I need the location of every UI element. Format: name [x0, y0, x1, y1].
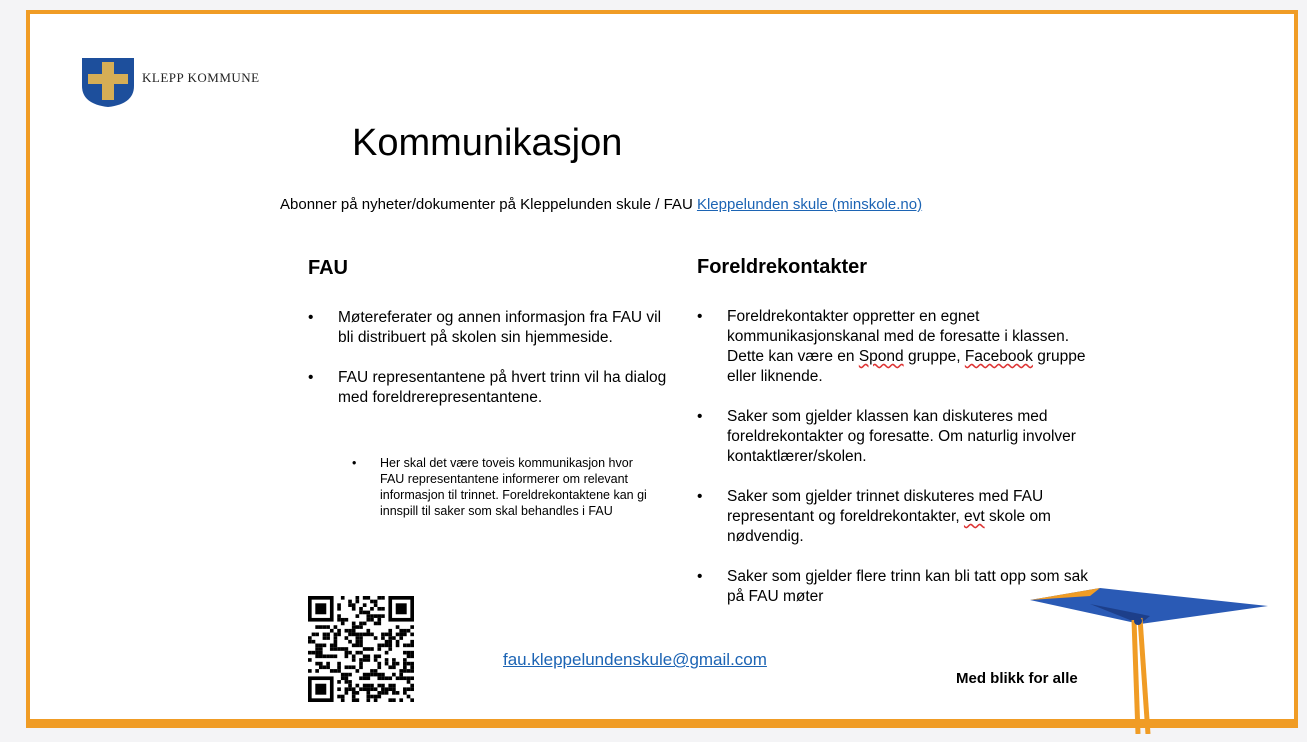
subscribe-text: Abonner på nyheter/dokumenter på Kleppelunden skule / FAU — [280, 196, 697, 213]
fau-item: • FAU representantene på hvert trinn vil ha dialog med foreldrerepresentantene. — [308, 368, 668, 408]
email-link[interactable]: fau.kleppelundenskule@gmail.com — [503, 650, 767, 669]
slide — [26, 10, 1298, 728]
foreldre-heading: Foreldrekontakter — [697, 256, 868, 278]
fau-item: • Møtereferater og annen informasjon fra FAU vil bli distribuert på skolen sin hjemmeside. — [308, 308, 668, 348]
brand-name: KLEPP KOMMUNE — [142, 70, 260, 85]
klepp-shield-logo — [80, 56, 136, 108]
facebook-word: Facebook — [964, 348, 1033, 365]
spond-word: Spond — [858, 348, 904, 365]
fau-sub-list — [352, 455, 652, 539]
fau-column — [308, 308, 668, 428]
evt-word: evt — [963, 508, 985, 525]
motto: Med blikk for alle — [956, 670, 1078, 687]
foreldre-item: • Saker som gjelder klassen kan diskuteres med foreldrekontakter og foresatte. Om naturlig involver kontaktlærer/skolen. — [697, 407, 1097, 467]
qr-code[interactable] — [308, 596, 414, 702]
graduation-cap-graphic — [1030, 574, 1276, 734]
foreldre-item: • Saker som gjelder trinnet diskuteres med FAU representant og foreldrekontakter, evt skole om nødvendig. — [697, 487, 1097, 547]
fau-sub-item: • Her skal det være toveis kommunikasjon hvor FAU representantene informerer om relevant informasjon til trinnet. Foreldrekontaktene kan gi innspill til saker som skal behandles i FAU — [352, 455, 652, 519]
school-link[interactable]: Kleppelunden skule (minskole.no) — [696, 196, 923, 213]
fau-heading: FAU — [308, 257, 348, 279]
subscribe-line — [280, 196, 922, 213]
foreldre-item: • Saker som gjelder flere trinn kan bli tatt opp som sak på FAU møter — [697, 567, 1097, 607]
page-title: Kommunikasjon — [352, 122, 623, 164]
foreldre-item: • Foreldrekontakter oppretter en egnet kommunikasjonskanal med de foresatte i klassen. Dette kan være en Spond gruppe, Facebook gruppe eller liknende. — [697, 307, 1097, 387]
